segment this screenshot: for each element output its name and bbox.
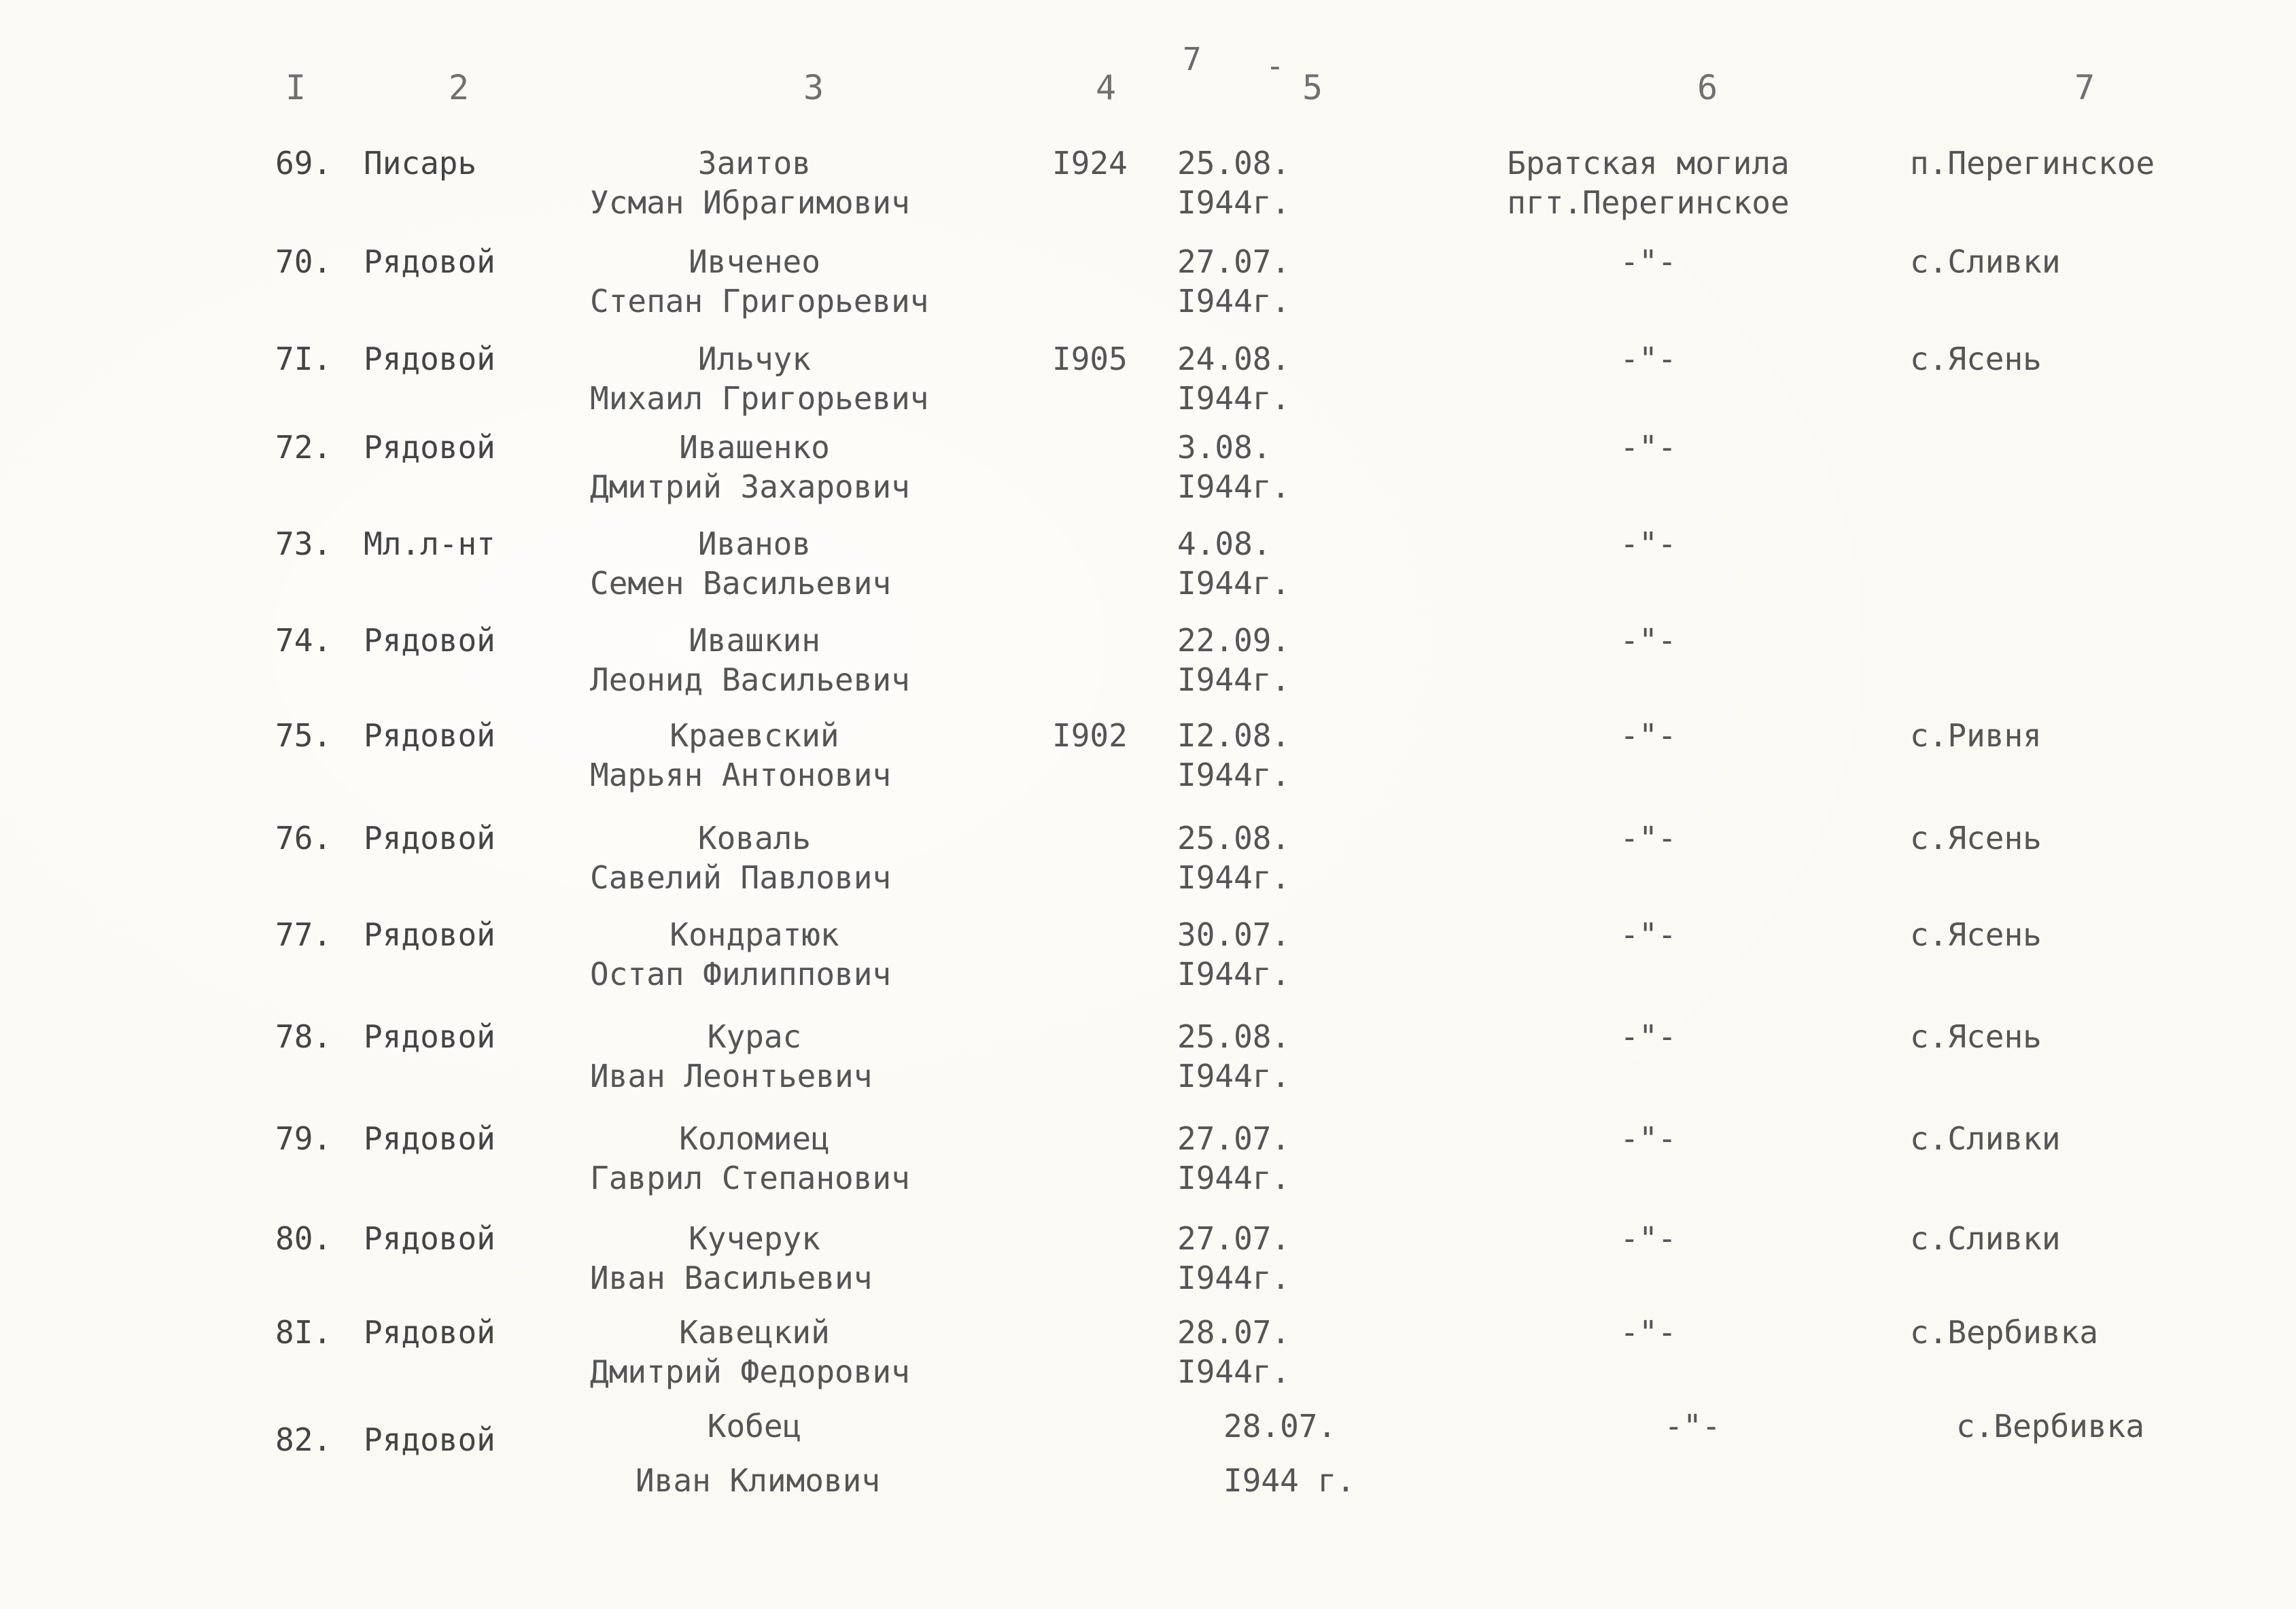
- record-death-year: I944г.: [1177, 1260, 1291, 1296]
- record-row: [0, 1016, 2296, 1111]
- record-number: 74.: [275, 622, 332, 659]
- record-number: 82.: [275, 1421, 332, 1458]
- record-death-date: 25.08.: [1177, 1018, 1291, 1055]
- record-name: Степан Григорьевич: [590, 283, 929, 319]
- record-death-date: 25.08.: [1177, 820, 1291, 857]
- record-death-year: I944г.: [1177, 468, 1291, 505]
- record-origin-place: с.Вербивка: [1910, 1314, 2098, 1351]
- column-header-2: 2: [449, 68, 470, 107]
- record-rank: Писарь: [364, 145, 477, 181]
- record-name: Иван Климович: [636, 1462, 881, 1499]
- column-header-4: 4: [1096, 68, 1117, 107]
- record-name: Семен Васильевич: [590, 565, 892, 602]
- record-origin-place: с.Ясень: [1910, 1018, 2042, 1055]
- record-name: Михаил Григорьевич: [590, 380, 929, 417]
- record-death-date: 28.07.: [1223, 1408, 1337, 1444]
- record-rank: Рядовой: [364, 622, 495, 659]
- record-death-year: I944г.: [1177, 565, 1291, 602]
- record-death-date: 22.09.: [1177, 622, 1291, 659]
- record-origin-place: с.Ясень: [1910, 820, 2042, 857]
- record-death-date: 24.08.: [1177, 341, 1291, 377]
- record-burial-place: -"-: [1620, 429, 1677, 466]
- record-row: [0, 818, 2296, 913]
- record-death-date: 3.08.: [1177, 429, 1272, 466]
- record-birth-year: I924: [1052, 145, 1128, 181]
- record-name: Иван Леонтьевич: [590, 1058, 873, 1094]
- record-rank: Рядовой: [364, 820, 495, 857]
- column-header-6: 6: [1697, 68, 1718, 107]
- record-name: Савелий Павлович: [590, 859, 892, 896]
- record-death-date: 25.08.: [1177, 145, 1291, 181]
- record-rank: Рядовой: [364, 916, 495, 953]
- record-death-year: I944г.: [1177, 380, 1291, 417]
- record-burial-place: -"-: [1620, 1220, 1677, 1257]
- record-row: [0, 620, 2296, 715]
- record-death-date: I2.08.: [1177, 717, 1291, 754]
- record-origin-place: с.Ривня: [1910, 717, 2042, 754]
- record-surname: Кобец: [707, 1408, 802, 1444]
- record-rank: Рядовой: [364, 1018, 495, 1055]
- record-death-year: I944 г.: [1223, 1462, 1355, 1499]
- record-name: Иван Васильевич: [590, 1260, 873, 1296]
- record-birth-year: I905: [1052, 341, 1128, 377]
- record-row: [0, 1312, 2296, 1407]
- record-surname: Коломиец: [679, 1120, 830, 1157]
- record-burial-place: -"-: [1620, 525, 1677, 562]
- record-death-date: 27.07.: [1177, 1220, 1291, 1257]
- record-surname: Коваль: [697, 820, 812, 857]
- record-rank: Рядовой: [364, 1220, 495, 1257]
- record-surname: Ивашкин: [689, 622, 820, 659]
- record-name: Марьян Антонович: [590, 757, 892, 793]
- record-birth-year: I902: [1052, 717, 1128, 754]
- record-surname: Кучерук: [689, 1220, 820, 1257]
- column-header-1: I: [285, 68, 307, 107]
- record-death-year: I944г.: [1177, 661, 1291, 698]
- record-rank: Рядовой: [364, 341, 495, 377]
- record-rank: Рядовой: [364, 243, 495, 280]
- record-death-date: 28.07.: [1177, 1314, 1291, 1351]
- record-rank: Рядовой: [364, 1120, 495, 1157]
- record-death-year: I944г.: [1177, 956, 1291, 992]
- record-number: 77.: [275, 916, 332, 953]
- record-name: Дмитрий Федорович: [590, 1353, 910, 1390]
- record-number: 8I.: [275, 1314, 332, 1351]
- record-row: [0, 1218, 2296, 1313]
- record-death-date: 4.08.: [1177, 525, 1272, 562]
- record-burial-place: -"-: [1620, 717, 1677, 754]
- record-surname: Иванов: [697, 525, 812, 562]
- record-origin-place: с.Ясень: [1910, 341, 2042, 377]
- record-burial-place: -"-: [1620, 341, 1677, 377]
- record-row: [0, 914, 2296, 1009]
- record-burial-place: -"-: [1664, 1408, 1721, 1444]
- record-death-year: I944г.: [1177, 283, 1291, 319]
- record-death-date: 27.07.: [1177, 1120, 1291, 1157]
- record-rank: Рядовой: [364, 717, 495, 754]
- record-number: 76.: [275, 820, 332, 857]
- column-header-row: [0, 68, 2296, 116]
- record-rank: Рядовой: [364, 429, 495, 466]
- record-name: Гаврил Степанович: [590, 1160, 910, 1196]
- record-origin-place: п.Перегинское: [1910, 145, 2155, 181]
- record-row: [0, 427, 2296, 522]
- record-surname: Ивашенко: [679, 429, 830, 466]
- page-dash: -: [1266, 48, 1285, 84]
- record-row: [0, 523, 2296, 619]
- record-number: 73.: [275, 525, 332, 562]
- record-number: 70.: [275, 243, 332, 280]
- record-rank: Рядовой: [364, 1314, 495, 1351]
- record-row: [0, 1118, 2296, 1213]
- record-number: 7I.: [275, 341, 332, 377]
- record-name: Дмитрий Захарович: [590, 468, 910, 505]
- record-row: [0, 339, 2296, 434]
- record-death-year: I944г.: [1177, 757, 1291, 793]
- record-surname: Курас: [707, 1018, 802, 1055]
- record-number: 80.: [275, 1220, 332, 1257]
- record-death-year: I944г.: [1177, 1160, 1291, 1196]
- record-death-year: I944г.: [1177, 1058, 1291, 1094]
- record-row: [0, 241, 2296, 336]
- record-name: Леонид Васильевич: [590, 661, 910, 698]
- record-burial-place: -"-: [1620, 243, 1677, 280]
- record-death-year: I944г.: [1177, 859, 1291, 896]
- record-number: 79.: [275, 1120, 332, 1157]
- record-burial-place: -"-: [1620, 1018, 1677, 1055]
- record-surname: Заитов: [697, 145, 812, 181]
- column-header-5: 5: [1302, 68, 1323, 107]
- record-burial-place: -"-: [1620, 916, 1677, 953]
- record-row: [0, 143, 2296, 238]
- record-death-year: I944г.: [1177, 184, 1291, 221]
- record-name: Остап Филиппович: [590, 956, 892, 992]
- record-burial-place: -"-: [1620, 1120, 1677, 1157]
- record-surname: Ильчук: [697, 341, 812, 377]
- record-number: 72.: [275, 429, 332, 466]
- record-number: 69.: [275, 145, 332, 181]
- column-header-7: 7: [2074, 68, 2095, 107]
- record-death-date: 27.07.: [1177, 243, 1291, 280]
- record-burial-place: -"-: [1620, 1314, 1677, 1351]
- record-name: Усман Ибрагимович: [590, 184, 910, 221]
- record-rank: Мл.л-нт: [364, 525, 495, 562]
- record-row: [0, 1406, 2296, 1501]
- record-death-year: I944г.: [1177, 1353, 1291, 1390]
- record-burial-place: -"-: [1620, 820, 1677, 857]
- record-surname: Кондратюк: [669, 916, 839, 953]
- page-number: 7: [1183, 41, 1202, 77]
- record-death-date: 30.07.: [1177, 916, 1291, 953]
- record-origin-place: с.Сливки: [1910, 1220, 2061, 1257]
- column-header-3: 3: [803, 68, 824, 107]
- record-burial-place: -"-: [1620, 622, 1677, 659]
- record-number: 78.: [275, 1018, 332, 1055]
- record-origin-place: с.Ясень: [1910, 916, 2042, 953]
- record-row: [0, 715, 2296, 810]
- record-origin-place: с.Вербивка: [1956, 1408, 2144, 1444]
- record-origin-place: с.Сливки: [1910, 243, 2061, 280]
- record-surname: Краевский: [669, 717, 839, 754]
- record-origin-place: с.Сливки: [1910, 1120, 2061, 1157]
- record-surname: Кавецкий: [679, 1314, 830, 1351]
- record-burial-place: Братская могила: [1507, 145, 1790, 181]
- record-number: 75.: [275, 717, 332, 754]
- record-burial-place-line2: пгт.Перегинское: [1507, 184, 1790, 221]
- record-surname: Ивченео: [689, 243, 820, 280]
- record-rank: Рядовой: [364, 1421, 495, 1458]
